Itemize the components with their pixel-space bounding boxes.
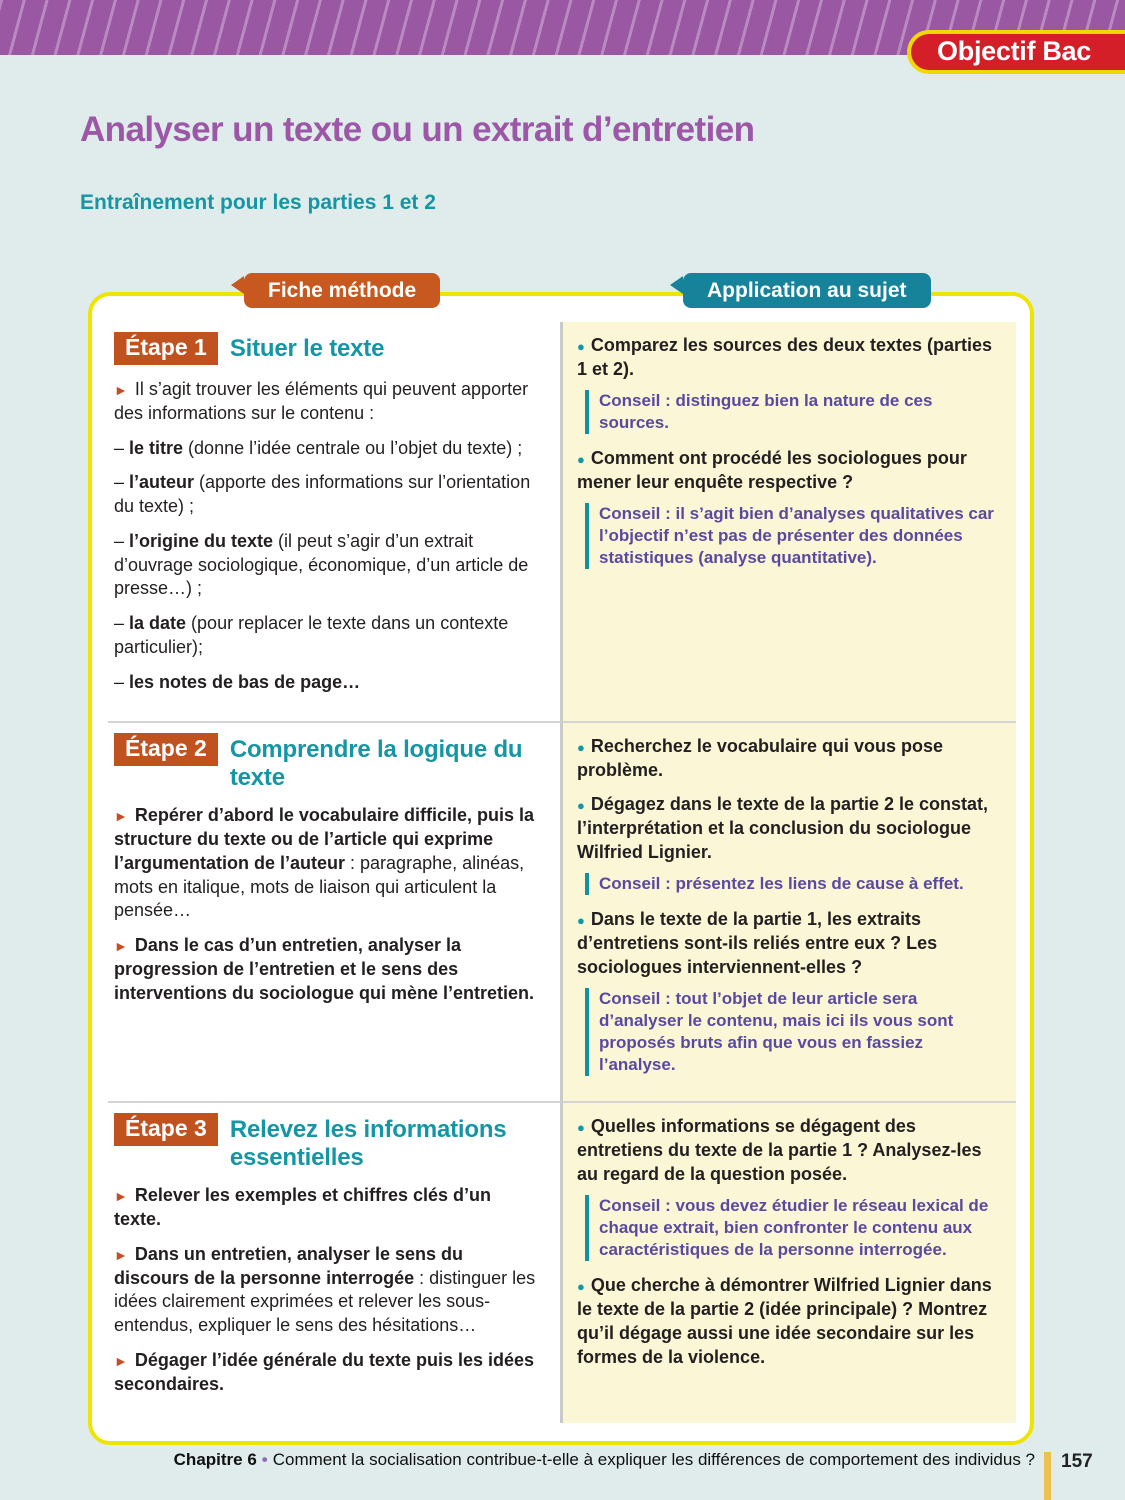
arrow-icon: ► <box>114 808 128 825</box>
method-text: (il peut s’agir d’un extrait d’ouvrage sociologique, économique, d’un article de presse…) ; <box>114 530 529 599</box>
question-text: Dégagez dans le texte de la partie 2 le constat, l’interprétation et la conclusion du sociologue Wilfried Lignier. <box>577 794 989 862</box>
question-item <box>577 447 1000 495</box>
method-text: Repérer d’abord le vocabulaire difficile, puis la structure du texte ou de l’article qui exprime l’argumentation de l’auteur <box>114 805 534 873</box>
method-cell <box>108 322 560 721</box>
method-text: – <box>114 530 130 551</box>
method-item <box>114 437 538 461</box>
method-text: Dans le cas d’un entretien, analyser la progression de l’entretien et le sens des interventions du sociologue qui mène l’entretien. <box>114 935 535 1003</box>
method-text: (donne l’idée centrale ou l’objet du texte) ; <box>183 437 523 458</box>
fiche-methode-label: Fiche méthode <box>268 279 417 302</box>
method-item <box>114 471 538 519</box>
method-text: Dans un entretien, analyser le sens du discours de la personne interrogée <box>114 1243 463 1288</box>
footer-chapter-title: Comment la socialisation contribue-t-elle à expliquer les différences de comportement des individus ? <box>272 1450 1035 1469</box>
step-header <box>114 332 538 365</box>
application-cell <box>560 1101 1016 1423</box>
page-number: 157 <box>1061 1451 1093 1472</box>
method-text: (apporte des informations sur l’orientation du texte) ; <box>114 472 531 516</box>
page-number-bar <box>1044 1452 1051 1500</box>
bullet-icon: ● <box>577 913 585 929</box>
step-title: Relevez les informations essentielles <box>229 1116 507 1171</box>
question-text: Comparez les sources des deux textes (parties 1 et 2). <box>577 335 993 379</box>
method-text: : paragraphe, alinéas, mots en italique, mots de liaison qui articulent la pensée… <box>114 852 525 921</box>
application-au-sujet-label: Application au sujet <box>707 279 907 302</box>
method-item <box>114 671 538 695</box>
method-cell <box>108 1101 560 1423</box>
step-badge: Étape 1 <box>114 332 218 365</box>
method-text: (pour replacer le texte dans un contexte particulier); <box>114 613 509 657</box>
method-text: le titre <box>129 437 184 458</box>
step-header <box>114 733 538 791</box>
method-item <box>114 1349 538 1397</box>
method-text: – <box>114 671 130 692</box>
bullet-icon: ● <box>577 452 585 468</box>
method-text: les notes de bas de page… <box>129 671 361 692</box>
page-subtitle: Entraînement pour les parties 1 et 2 <box>80 191 436 214</box>
question-item <box>577 793 1000 865</box>
method-text: – <box>114 613 130 633</box>
application-cell <box>560 322 1016 721</box>
step-badge: Étape 2 <box>114 733 218 766</box>
method-text: Il s’agit trouver les éléments qui peuvent apporter des informations sur le contenu : <box>114 379 529 423</box>
step-title: Comprendre la logique du texte <box>229 736 523 791</box>
question-text: Dans le texte de la partie 1, les extraits d’entretiens sont-ils reliés entre eux ? Les sociologues interviennent-elles ? <box>577 909 938 977</box>
bullet-icon: ● <box>577 1279 585 1295</box>
method-text: l’origine du texte <box>129 530 274 551</box>
question-item <box>577 1115 1000 1187</box>
method-item <box>114 1243 538 1338</box>
conseil-note: Conseil : vous devez étudier le réseau lexical de chaque extrait, bien confronter le contenu aux caractéristiques de la personne interrogée. <box>585 1195 1000 1261</box>
page-title: Analyser un texte ou un extrait d’entretien <box>80 110 755 149</box>
step-header <box>114 1113 538 1171</box>
arrow-icon: ► <box>114 1246 128 1263</box>
conseil-note: Conseil : distinguez bien la nature de ces sources. <box>585 390 1000 434</box>
bullet-icon: ● <box>577 798 585 814</box>
method-text: : distinguer les idées clairement exprimées et relever les sous-entendus, expliquer le sens des hésitations… <box>114 1267 536 1336</box>
footer-separator-icon: • <box>261 1450 268 1469</box>
step-badge: Étape 3 <box>114 1113 218 1146</box>
conseil-note: Conseil : il s’agit bien d’analyses qualitatives car l’objectif n’est pas de présenter des données statistiques (analyse quantitative). <box>585 503 1000 569</box>
steps-grid <box>108 322 1016 1423</box>
objectif-bac-badge <box>907 30 1125 74</box>
method-item <box>114 612 538 660</box>
method-cell <box>108 721 560 1101</box>
question-item <box>577 1274 1000 1370</box>
method-text: Dégager l’idée générale du texte puis les idées secondaires. <box>114 1349 535 1394</box>
method-item <box>114 804 538 923</box>
application-au-sujet-header <box>683 273 931 308</box>
conseil-note: Conseil : tout l’objet de leur article sera d’analyser le contenu, mais ici ils vous sont proposés bruts afin que vous en fassiez l’analyse. <box>585 988 1000 1076</box>
method-item <box>114 378 538 426</box>
method-text: la date <box>129 613 187 633</box>
question-text: Que cherche à démontrer Wilfried Lignier dans le texte de la partie 2 (idée principale) ? Montrez qu’il dégage aussi une idée secondaire sur les formes de la violence. <box>577 1275 992 1368</box>
question-text: Quelles informations se dégagent des entretiens du texte de la partie 1 ? Analysez-les au regard de la question posée. <box>577 1116 982 1185</box>
method-item <box>114 1184 538 1232</box>
method-text: l’auteur <box>129 472 195 493</box>
footer-chapter: Chapitre 6 <box>173 1450 257 1469</box>
fiche-methode-header <box>244 273 440 308</box>
question-text: Recherchez le vocabulaire qui vous pose problème. <box>577 736 943 781</box>
arrow-icon: ► <box>114 1188 128 1205</box>
method-text: – <box>114 437 130 458</box>
arrow-icon: ► <box>114 382 128 398</box>
footer <box>174 1450 1035 1470</box>
arrow-icon: ► <box>114 1352 128 1369</box>
objectif-bac-label: Objectif Bac <box>937 36 1091 66</box>
question-item <box>577 908 1000 980</box>
question-item <box>577 735 1000 783</box>
method-item <box>114 530 538 601</box>
method-box <box>88 292 1034 1445</box>
application-cell <box>560 721 1016 1101</box>
step-title: Situer le texte <box>229 335 385 362</box>
method-text: – <box>114 472 130 493</box>
bullet-icon: ● <box>577 740 585 756</box>
bullet-icon: ● <box>577 1120 585 1136</box>
arrow-icon: ► <box>114 938 128 955</box>
method-text: Relever les exemples et chiffres clés d’un texte. <box>114 1185 492 1230</box>
conseil-note: Conseil : présentez les liens de cause à effet. <box>585 873 1000 895</box>
method-item <box>114 934 538 1005</box>
bullet-icon: ● <box>577 339 585 354</box>
question-item <box>577 334 1000 382</box>
question-text: Comment ont procédé les sociologues pour mener leur enquête respective ? <box>577 448 967 492</box>
